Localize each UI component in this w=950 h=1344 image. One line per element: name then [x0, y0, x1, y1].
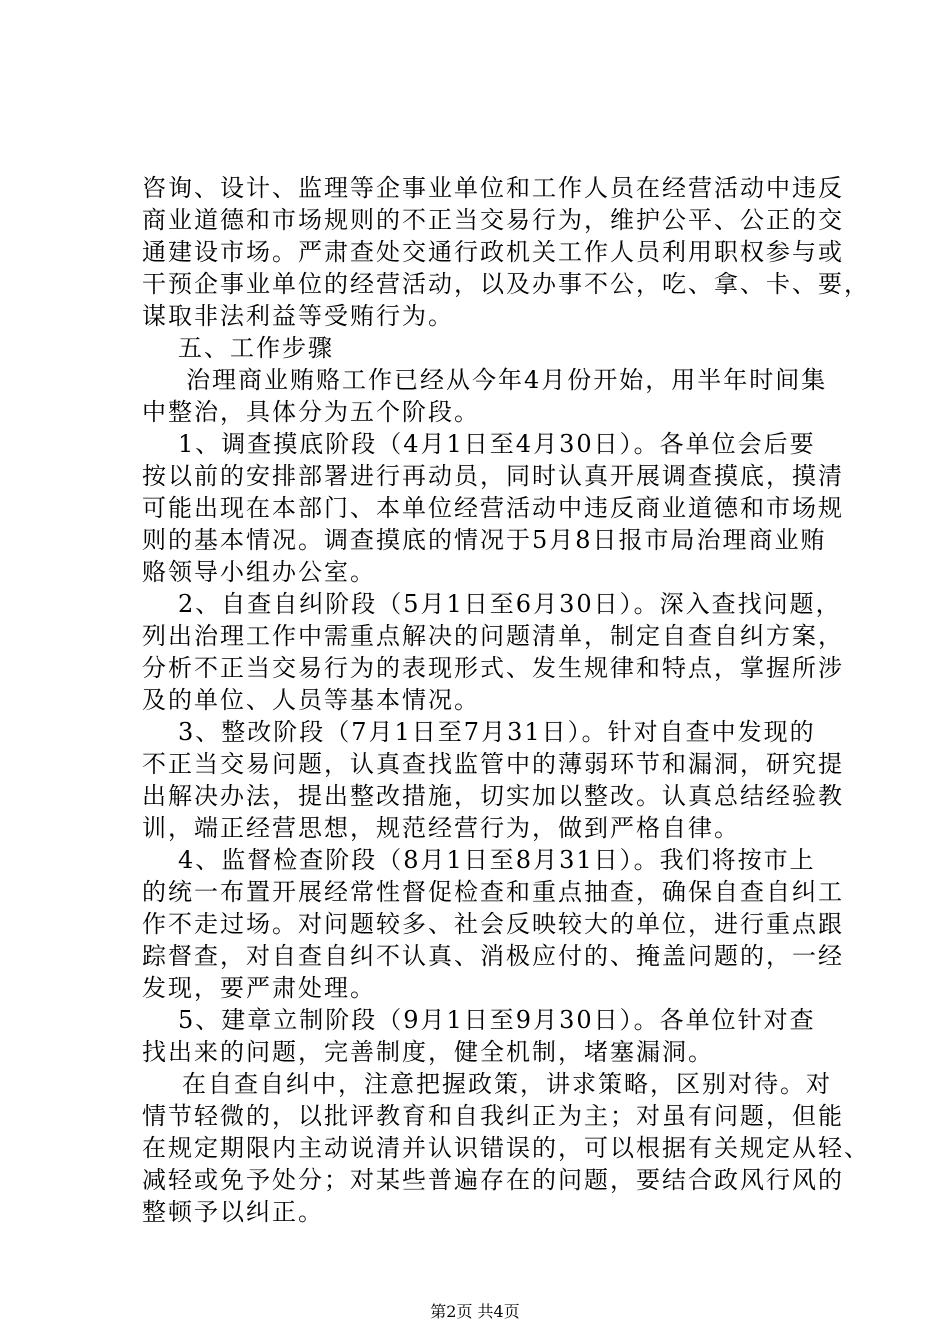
body-line: 减轻或免予处分；对某些普遍存在的问题，要结合政风行风的: [142, 1166, 844, 1194]
body-line: 咨询、设计、监理等企事业单位和工作人员在经营活动中违反: [142, 174, 844, 202]
body-line: 整顿予以纠正。: [142, 1198, 324, 1226]
body-line: 在规定期限内主动说清并认识错误的，可以根据有关规定从轻、: [142, 1134, 870, 1162]
body-line: 治理商业贿赂工作已经从今年4月份开始，用半年时间集: [186, 366, 828, 394]
body-line: 2、自查自纠阶段（5月1日至6月30日）。深入查找问题，: [178, 590, 842, 618]
body-line: 在自查自纠中，注意把握政策，讲求策略，区别对待。对: [182, 1070, 832, 1098]
page-number-footer: 第2页 共4页: [430, 1302, 520, 1321]
body-line: 不正当交易问题，认真查找监管中的薄弱环节和漏洞，研究提: [142, 750, 844, 778]
body-line: 按以前的安排部署进行再动员，同时认真开展调查摸底，摸清: [142, 462, 844, 490]
body-line: 训，端正经营思想，规范经营行为，做到严格自律。: [142, 814, 740, 842]
body-line: 3、整改阶段（7月1日至7月31日）。针对自查中发现的: [178, 718, 816, 746]
body-line: 踪督查，对自查自纠不认真、消极应付的、掩盖问题的，一经: [142, 942, 844, 970]
body-line: 通建设市场。严肃查处交通行政机关工作人员利用职权参与或: [142, 238, 844, 266]
body-line: 5、建章立制阶段（9月1日至9月30日）。各单位针对查: [178, 1006, 816, 1034]
body-line: 发现，要严肃处理。: [142, 974, 376, 1002]
body-line: 谋取非法利益等受贿行为。: [142, 302, 454, 330]
body-line: 及的单位、人员等基本情况。: [142, 686, 480, 714]
body-line: 分析不正当交易行为的表现形式、发生规律和特点，掌握所涉: [142, 654, 844, 682]
body-line: 列出治理工作中需重点解决的问题清单，制定自查自纠方案，: [142, 622, 844, 650]
body-line: 商业道德和市场规则的不正当交易行为，维护公平、公正的交: [142, 206, 844, 234]
body-line: 赂领导小组办公室。: [142, 558, 376, 586]
body-line: 出解决办法，提出整改措施，切实加以整改。认真总结经验教: [142, 782, 844, 810]
body-line: 作不走过场。对问题较多、社会反映较大的单位，进行重点跟: [142, 910, 844, 938]
body-line: 的统一布置开展经常性督促检查和重点抽查，确保自查自纠工: [142, 878, 844, 906]
body-line: 则的基本情况。调查摸底的情况于5月8日报市局治理商业贿: [142, 526, 827, 554]
section-heading: 五、工作步骤: [178, 334, 334, 362]
body-line: 1、调查摸底阶段（4月1日至4月30日）。各单位会后要: [178, 430, 816, 458]
body-line: 中整治，具体分为五个阶段。: [142, 398, 480, 426]
body-line: 找出来的问题，完善制度，健全机制，堵塞漏洞。: [142, 1038, 714, 1066]
body-line: 可能出现在本部门、本单位经营活动中违反商业道德和市场规: [142, 494, 844, 522]
body-line: 情节轻微的，以批评教育和自我纠正为主；对虽有问题，但能: [142, 1102, 844, 1130]
body-line: 干预企事业单位的经营活动，以及办事不公，吃、拿、卡、要，: [142, 270, 870, 298]
body-line: 4、监督检查阶段（8月1日至8月31日）。我们将按市上: [178, 846, 816, 874]
